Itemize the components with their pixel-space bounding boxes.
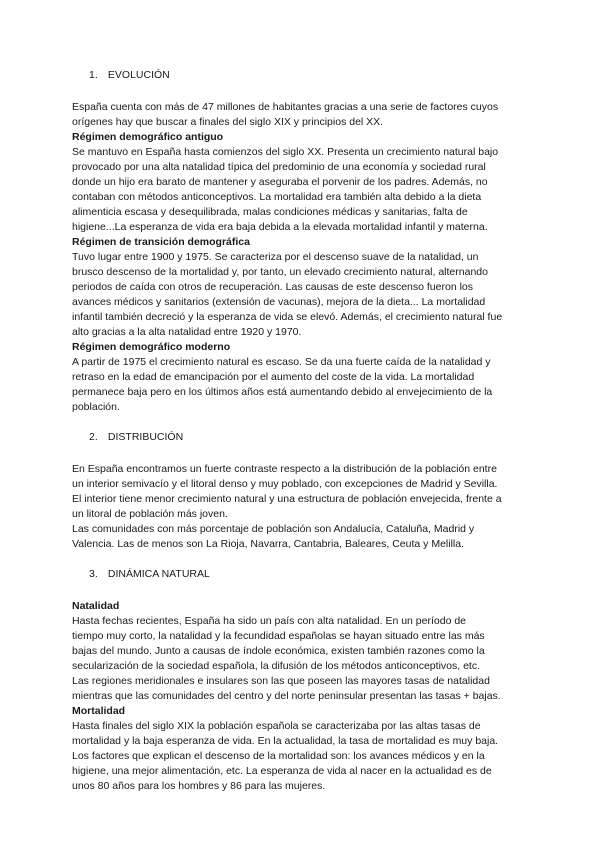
paragraph-regimen-moderno: A partir de 1975 el crecimiento natural es escaso. Se da una fuerte caída de la natalidad y retraso en la edad de emancipación por el aumento del coste de la vida. La mortalidad permanece baja pero en los últimos años está aumentando debido al envejecimiento de la población. [72,356,493,413]
section-title: DISTRIBUCIÓN [107,431,184,443]
subheading-mortalidad: Mortalidad [72,705,126,717]
subheading-regimen-moderno: Régimen demográfico moderno [72,341,231,353]
paragraph-distribucion-comunidades: Las comunidades con más porcentaje de población son Andalucía, Cataluña, Madrid y Valencia. Las de menos son La Rioja, Navarra, Cantabria, Baleares, Ceuta y Melilla. [72,523,475,550]
section-title: EVOLUCIÓN [107,69,170,81]
subheading-regimen-transicion: Régimen de transición demográfica [72,236,250,248]
subheading-regimen-antiguo: Régimen demográfico antiguo [72,131,224,143]
section-title: DINÁMICA NATURAL [107,568,210,580]
section-heading-evolucion [89,68,534,83]
section-number: 2. [89,431,98,443]
section-number: 3. [89,568,98,580]
section-heading-distribucion [89,430,534,445]
paragraph-natalidad: Hasta fechas recientes, España ha sido un país con alta natalidad. En un período de tiempo muy corto, la natalidad y la fecundidad españolas se hayan situado entre las más bajas del mundo. Junto a causas de índole económica, existen también razones como la secularización de la sociedad española, la difusión de los métodos anticonceptivos, etc. Las regiones meridionales e insulares son las que poseen las mayores tasas de natalidad mientras que las comunidades del centro y del norte peninsular presentan las tasas + bajas. [72,615,501,702]
paragraph-regimen-antiguo: Se mantuvo en España hasta comienzos del siglo XX. Presenta un crecimiento natural bajo provocado por una alta natalidad típica del predominio de una economía y sociedad rural donde un hijo era barato de mantener y aseguraba el porvenir de los padres. Además, no contaban con métodos anticonceptivos. La mortalidad era también alta debido a la dieta alimenticia escasa y desequilibrada, malas condiciones médicas y sanitarias, falta de higiene...La esperanza de vida era baja debida a la elevada mortalidad infantil y materna. [72,146,499,233]
paragraph-distribucion-contraste: En España encontramos un fuerte contraste respecto a la distribución de la población entre un interior semivacío y el litoral denso y muy poblado, con excepciones de Madrid y Sevilla. El interior tiene menor crecimiento natural y una estructura de población envejecida, frente a un litoral de población más joven. [72,463,502,520]
paragraph-mortalidad: Hasta finales del siglo XIX la población española se caracterizaba por las altas tasas de mortalidad y la baja esperanza de vida. En la actualidad, la tasa de mortalidad es muy baja. Los factores que explican el descenso de la mortalidad son: los avances médicos y en la higiene, una mejor alimentación, etc. La esperanza de vida al nacer en la actualidad es de unos 80 años para los hombres y 86 para las mujeres. [72,720,499,792]
intro-paragraph: España cuenta con más de 47 millones de habitantes gracias a una serie de factores cuyos orígenes hay que buscar a finales del siglo XIX y principios del XX. [72,101,499,128]
section-heading-dinamica-natural [89,567,534,582]
paragraph-regimen-transicion: Tuvo lugar entre 1900 y 1975. Se caracteriza por el descenso suave de la natalidad, un brusco descenso de la mortalidad y, por tanto, un elevado crecimiento natural, alternando periodos de caída con otros de recuperación. Las causas de este descenso fueron los avances médicos y sanitarios (extensión de vacunas), mejora de la dieta... La mortalidad infantil también decreció y la esperanza de vida se elevó. Además, el crecimiento natural fue alto gracias a la alta natalidad entre 1920 y 1970. [72,251,503,338]
section-number: 1. [89,69,98,81]
subheading-natalidad: Natalidad [72,600,120,612]
document-body [72,68,534,794]
